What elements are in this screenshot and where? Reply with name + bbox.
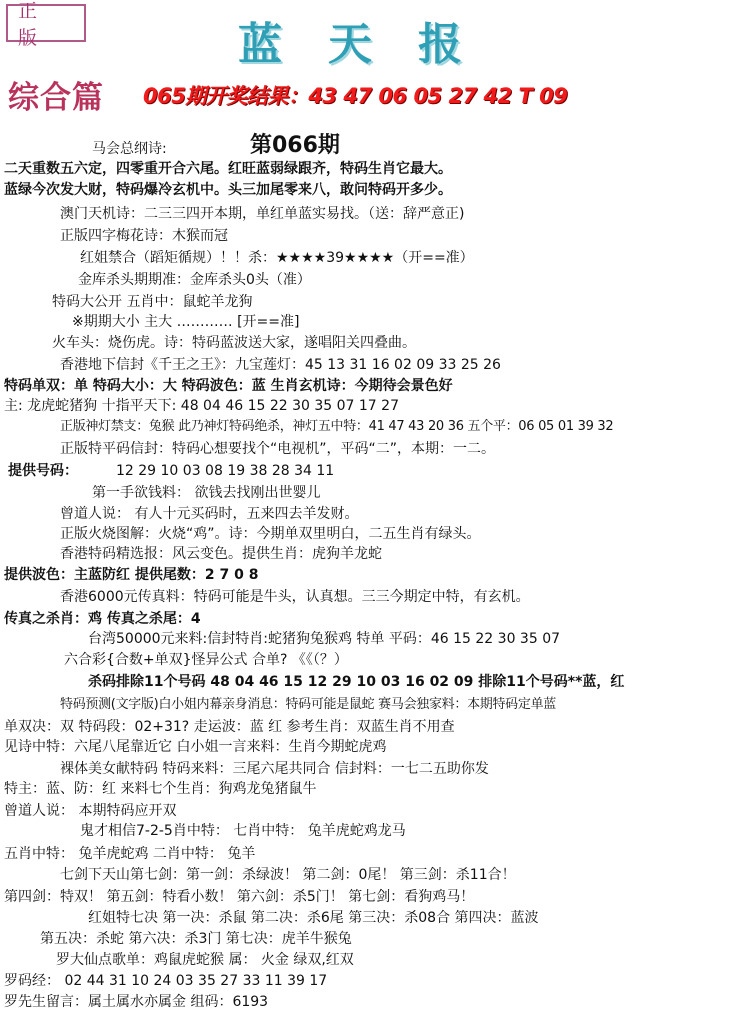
draw-result-banner: 065期开奖结果：43 47 06 05 27 42 T 09: [143, 84, 568, 108]
content-line: 香港地下信封《千王之王》：九宝莲灯：45 13 31 16 02 09 33 25 26: [60, 357, 501, 373]
content-line: 杀码排除11个号码 48 04 46 15 12 29 10 03 16 02 09 排除11个号码**蓝，红: [88, 674, 625, 690]
content-line: 马会总纲诗:: [92, 141, 167, 157]
content-line: 提供号码：: [8, 463, 78, 479]
content-line: 蓝绿今次发大财，特码爆冷玄机中。头三加尾零来八，敢问特码开多少。: [4, 182, 452, 198]
content-line: 裸体美女献特码 特码来料：三尾六尾共同合 信封料：一七二五助你发: [60, 761, 489, 777]
content-line: 特主：蓝、防：红 来料七个生肖：狗鸡龙兔猪鼠牛: [4, 781, 317, 797]
content-line: 罗码经： 02 44 31 10 24 03 35 27 33 11 39 17: [4, 973, 328, 989]
content-line: 二天重数五六定，四零重开合六尾。红旺蓝弱绿跟齐，特码生肖它最大。: [4, 161, 452, 177]
content-line: ※期期大小 主大 ………… [开==准]: [72, 314, 300, 330]
content-line: 红姐禁合（蹈矩循规）！！杀：★★★★39★★★★（开==准）: [80, 250, 474, 266]
content-line: 见诗中特：六尾八尾靠近它 白小姐一言来料：生肖今期蛇虎鸡: [4, 739, 387, 755]
content-line: 第一手欲钱料： 欲钱去找刚出世婴儿: [92, 485, 321, 501]
content-line: 香港6000元传真料：特码可能是牛头，认真想。三三今期定中特，有玄机。: [60, 589, 530, 605]
content-line: 红姐特七决 第一决：杀鼠 第二决：杀6尾 第三决：杀08合 第四决：蓝波: [88, 910, 539, 926]
content-line: 金库杀头期期准：金库杀头0头（准）: [78, 272, 311, 288]
content-line: 特码预测(文字版)白小姐内幕亲身消息：特码可能是鼠蛇 赛马会独家料：本期特码定单蓝: [60, 697, 556, 712]
content-line: 主: 龙虎蛇猪狗 十指平天下: 48 04 46 15 22 30 35 07 17 27: [4, 398, 399, 414]
content-line: 台湾50000元来料:信封特肖:蛇猪狗兔猴鸡 特单 平码：46 15 22 30 35 07: [88, 631, 561, 647]
content-line: 鬼才相信7-2-5肖中特： 七肖中特： 兔羊虎蛇鸡龙马: [80, 823, 406, 839]
content-line: 七剑下天山第七剑：第一剑：杀绿波！ 第二剑：0尾！ 第三剑：杀11合！: [60, 867, 516, 883]
content-line: 香港特码精选报：风云变色。提供生肖：虎狗羊龙蛇: [60, 546, 382, 562]
content-line: 火车头：烧伤虎。诗：特码蓝波送大家，遂唱阳关四叠曲。: [52, 335, 416, 351]
content-line: 罗先生留言：属土属水亦属金 组码：6193: [4, 994, 269, 1010]
content-line: 正版火烧图解：火烧“鸡”。诗：今期单双里明白，二五生肖有绿头。: [60, 526, 481, 542]
content-line: 正版神灯禁支：兔猴 此乃神灯特码绝杀，神灯五中特：41 47 43 20 36 五个平：06 05 01 39 32: [60, 419, 614, 434]
content-line: 第四剑：特双！ 第五剑：特看小数！ 第六剑：杀5门！ 第七剑：看狗鸡马！: [4, 889, 475, 905]
newspaper-masthead: 蓝天报: [238, 19, 508, 70]
genuine-edition-stamp: 正 版: [6, 4, 86, 42]
issue-number: 第066期: [250, 133, 340, 158]
content-line: 曾道人说： 本期特码应开双: [4, 803, 177, 819]
content-line: 正版特平码信封：特码心想要找个“电视机”，平码“二”，本期：一二。: [60, 441, 496, 457]
section-title: 综合篇: [8, 80, 104, 116]
content-line: 特码单双：单 特码大小：大 特码波色：蓝 生肖玄机诗：今期待会景色好: [4, 378, 453, 394]
content-line: 第五决：杀蛇 第六决：杀3门 第七决：虎羊牛猴兔: [40, 931, 352, 947]
content-line: 澳门天机诗：二三三四开本期，单红单蓝实易找。（送：辞严意正): [60, 206, 465, 222]
content-line: 正版四字梅花诗：木猴而冠: [60, 228, 228, 244]
content-line: 特码大公开 五肖中：鼠蛇羊龙狗: [52, 294, 253, 310]
content-line: 曾道人说： 有人十元买码时，五来四去羊发财。: [60, 506, 359, 522]
content-line: 传真之杀肖：鸡 传真之杀尾：4: [4, 611, 201, 627]
content-line: 单双决：双 特码段：02+31? 走运波：蓝 红 参考生肖：双蓝生肖不用查: [4, 719, 455, 735]
content-line: 12 29 10 03 08 19 38 28 34 11: [116, 463, 335, 479]
content-line: 罗大仙点歌单：鸡鼠虎蛇猴 属： 火金 绿双,红双: [56, 952, 354, 968]
content-line: 提供波色：主蓝防红 提供尾数：2 7 0 8: [4, 567, 259, 583]
content-line: 五肖中特： 兔羊虎蛇鸡 二肖中特： 兔羊: [4, 846, 256, 862]
content-line: 六合彩{合数+单双}怪异公式 合单? 《《（？）: [64, 652, 348, 668]
